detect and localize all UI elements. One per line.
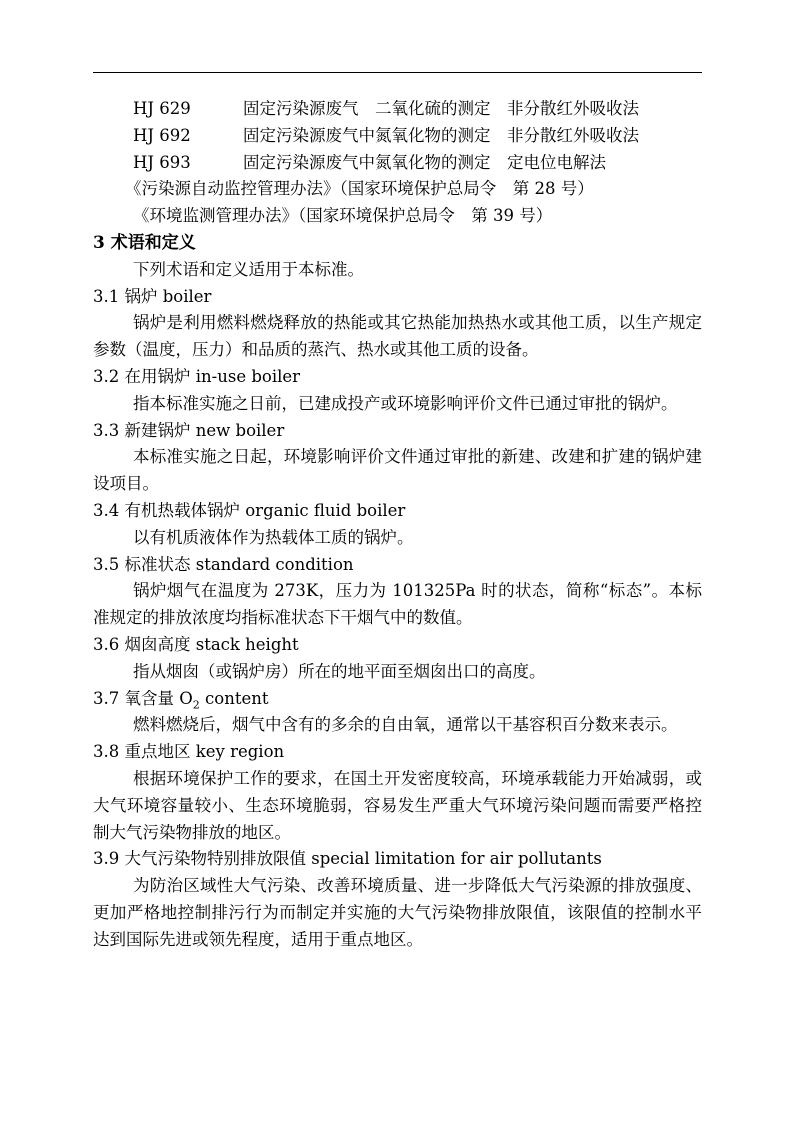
reference-title: 固定污染源废气 二氧化硫的测定 非分散红外吸收法 [243,99,639,118]
term-heading-3-2 [93,364,702,391]
term-number: 3.8 [93,742,120,762]
term-heading-3-5 [93,552,702,579]
term-name: 烟囱高度 stack height [124,634,299,654]
section-intro: 下列术语和定义适用于本标准。 [133,259,364,279]
term-definition: 燃料燃烧后，烟气中含有的多余的自由氧，通常以干基容积百分数来表示。 [133,715,678,735]
term-heading-3-3 [93,418,702,445]
term-heading-3-8 [93,739,702,766]
term-number: 3.5 [93,554,120,574]
term-number: 3.7 [93,688,120,708]
document-body [93,96,702,954]
term-heading-3-1 [93,284,702,311]
term-heading-3-6 [93,632,702,659]
term-definition: 根据环境保护工作的要求，在国土开发密度较高，环境承载能力开始减弱，或大气环境容量较小、生态环境脆弱，容易发生严重大气环境污染问题而需要严格控制大气污染物排放的地区。 [93,768,702,842]
term-number: 3.4 [93,500,120,520]
term-name: 锅炉 boiler [124,286,212,306]
term-definition: 以有机质液体作为热载体工质的锅炉。 [133,527,414,547]
term-name-subscript: 2 [192,697,200,711]
header-rule [93,72,702,73]
term-definition: 本标准实施之日起，环境影响评价文件通过审批的新建、改建和扩建的锅炉建设项目。 [93,447,702,494]
term-number: 3.9 [93,849,120,869]
term-number: 3.3 [93,420,120,440]
term-name: 标准状态 standard condition [124,554,354,574]
term-heading-3-4 [93,498,702,525]
reference-item [93,123,702,150]
regulation-item: 《污染源自动监控管理办法》（国家环境保护总局令 第 28 号） [125,179,594,199]
reference-code: HJ 692 [133,125,191,145]
reference-item [93,150,702,177]
term-name: 有机热载体锅炉 organic fluid boiler [124,500,406,520]
term-definition: 指从烟囱（或锅炉房）所在的地平面至烟囱出口的高度。 [133,661,546,681]
regulation-item: 《环境监测管理办法》（国家环境保护总局令 第 39 号） [133,206,553,226]
term-number: 3.2 [93,366,120,386]
reference-code: HJ 693 [133,152,191,172]
term-heading-3-9 [93,846,702,873]
term-name: 重点地区 key region [124,742,285,762]
term-name: 大气污染物特别排放限值 special limitation for air pollutants [124,849,602,869]
term-heading-3-7 [93,686,702,713]
term-name-prefix: 氧含量 O [124,688,193,708]
term-number: 3.1 [93,286,120,306]
section-heading: 3 术语和定义 [93,232,196,253]
term-name-suffix: content [199,688,269,708]
term-name: 在用锅炉 in-use boiler [124,366,301,386]
term-definition: 为防治区域性大气污染、改善环境质量、进一步降低大气污染源的排放强度、更加严格地控制排污行为而制定并实施的大气污染物排放限值，该限值的控制水平达到国际先进或领先程度，适用于重点地区。 [93,876,702,949]
term-definition: 指本标准实施之日前，已建成投产或环境影响评价文件已通过审批的锅炉。 [133,393,678,413]
term-definition: 锅炉是利用燃料燃烧释放的热能或其它热能加热热水或其他工质，以生产规定参数（温度，压力）和品质的蒸汽、热水或其他工质的设备。 [93,313,702,360]
reference-code: HJ 629 [133,99,191,118]
reference-item [93,96,702,123]
term-definition: 锅炉烟气在温度为 273K，压力为 101325Pa 时的状态，简称“标态”。本标准规定的排放浓度均指标准状态下干烟气中的数值。 [93,581,702,628]
term-name: 新建锅炉 new boiler [124,420,285,440]
reference-title: 固定污染源废气中氮氧化物的测定 非分散红外吸收法 [243,125,639,145]
term-number: 3.6 [93,634,120,654]
reference-title: 固定污染源废气中氮氧化物的测定 定电位电解法 [243,152,606,172]
